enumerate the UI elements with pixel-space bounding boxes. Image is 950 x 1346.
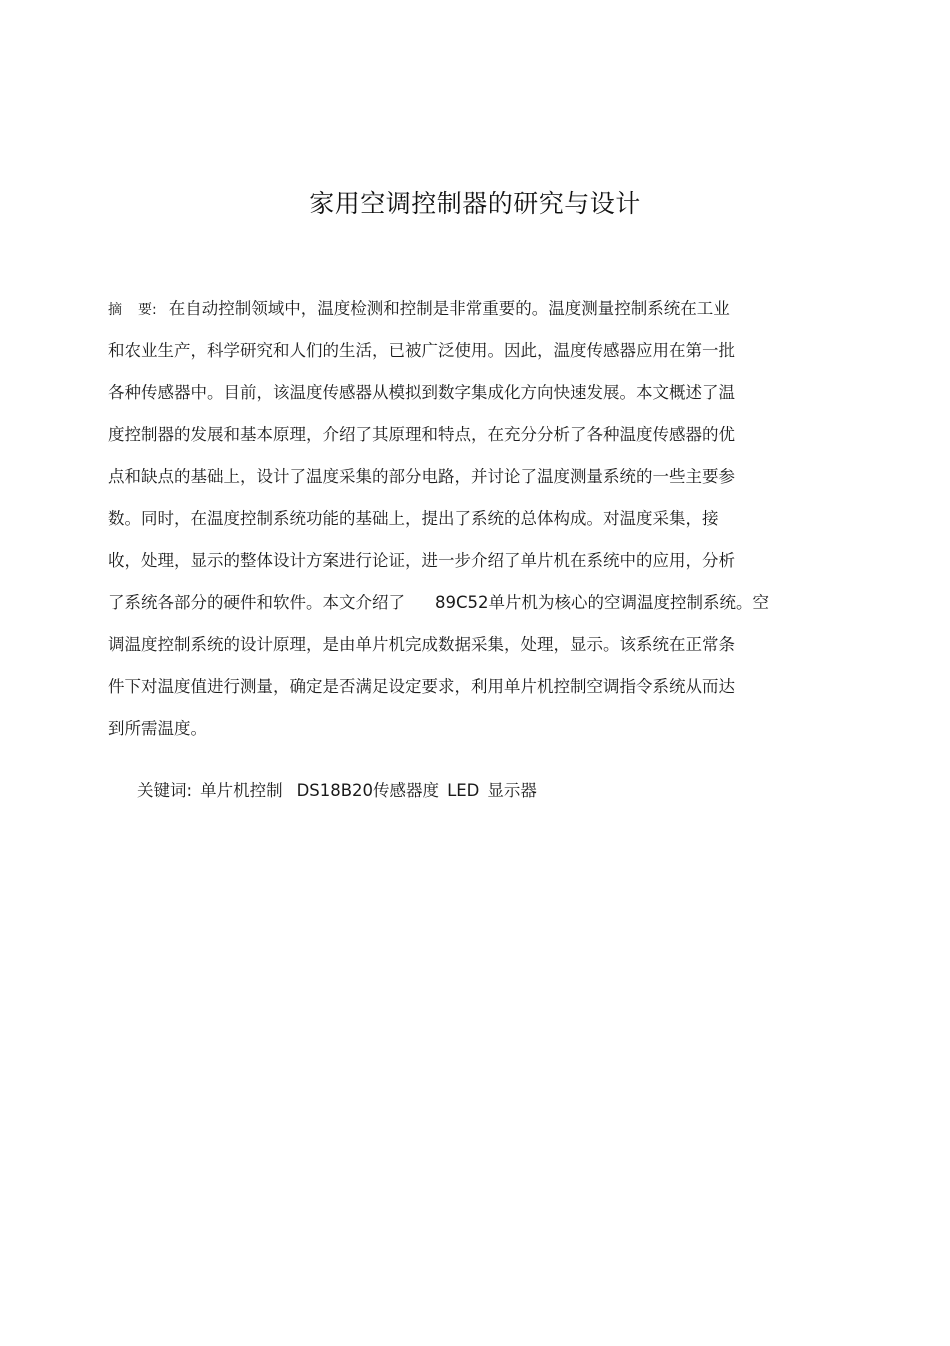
abstract-line-8 — [108, 582, 828, 624]
keyword-4: 显示器 — [487, 781, 537, 800]
keywords — [137, 773, 537, 809]
abstract-line-8-head: 了系统各部分的硬件和软件。本文介绍了 — [108, 593, 405, 612]
document-title: 家用空调控制器的研究与设计 — [309, 189, 641, 218]
abstract-line-5: 点和缺点的基础上，设计了温度采集的部分电路，并讨论了温度测量系统的一些主要参 — [108, 467, 735, 486]
abstract-line-10: 件下对温度值进行测量，确定是否满足设定要求，利用单片机控制空调指令系统从而达 — [108, 677, 735, 696]
abstract-label-char-1: 摘 — [108, 302, 122, 318]
abstract-line-8-tail: 89C52单片机为核心的空调温度控制系统。空 — [435, 593, 770, 612]
keyword-3: LED — [447, 781, 480, 800]
abstract-line-11: 到所需温度。 — [108, 719, 207, 738]
abstract — [108, 288, 828, 750]
keyword-1: 单片机控制 — [200, 781, 283, 800]
abstract-line-9: 调温度控制系统的设计原理，是由单片机完成数据采集，处理，显示。该系统在正常条 — [108, 635, 735, 654]
keywords-label: 关键词: — [137, 781, 193, 800]
abstract-line-2: 和农业生产，科学研究和人们的生活，已被广泛使用。因此，温度传感器应用在第一批 — [108, 341, 735, 360]
abstract-line-3: 各种传感器中。目前，该温度传感器从模拟到数字集成化方向快速发展。本文概述了温 — [108, 383, 735, 402]
keyword-2: DS18B20传感器度 — [296, 781, 440, 800]
abstract-label-char-2: 要: — [138, 302, 157, 318]
abstract-line-7: 收，处理，显示的整体设计方案进行论证，进一步介绍了单片机在系统中的应用，分析 — [108, 551, 735, 570]
abstract-line-6: 数。同时，在温度控制系统功能的基础上，提出了系统的总体构成。对温度采集，接 — [108, 509, 719, 528]
abstract-label — [108, 302, 157, 318]
abstract-line-1 — [108, 288, 828, 330]
abstract-line-4: 度控制器的发展和基本原理，介绍了其原理和特点，在充分分析了各种温度传感器的优 — [108, 425, 735, 444]
abstract-text: 在自动控制领域中，温度检测和控制是非常重要的。温度测量控制系统在工业 — [168, 299, 730, 318]
